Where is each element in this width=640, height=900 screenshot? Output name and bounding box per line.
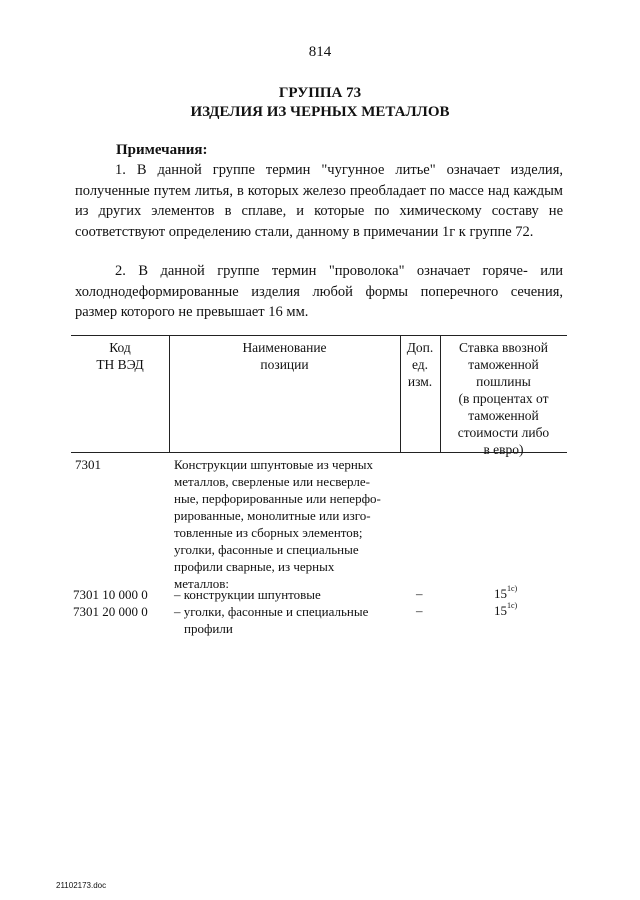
row-1-rate [494,586,517,602]
note-2 [75,261,563,323]
header-rate-line: в евро) [483,442,524,457]
heading-code: 7301 [75,457,101,472]
row-2-code: 7301 20 000 0 [73,604,148,619]
header-unit [400,339,440,390]
row-2-description [174,603,368,637]
header-code [71,339,169,373]
header-rate [440,339,567,458]
header-name [169,339,400,373]
header-name-line: Наименование [242,340,327,355]
row-1-rate-value: 15 [494,586,507,601]
heading-line: товленные из сборных элементов; [174,525,363,540]
header-rate-line: таможенной [468,357,539,372]
group-title-line-2: ИЗДЕЛИЯ ИЗ ЧЕРНЫХ МЕТАЛЛОВ [190,104,450,120]
note-1-text: 1. В данной группе термин "чугунное литье" означает изделия, полученные путем литья, в которых железо преобладает по массе над каждым из других элементов в сплаве, и которые по химическому составу не соответствуют определению стали, данному в примечании 1г к группе 72. [75,162,563,240]
header-unit-line: Доп. [406,340,434,355]
row-1-unit: – [416,586,423,601]
heading-line: металлов: [174,576,229,591]
heading-description [174,456,400,592]
heading-line: ные, перфорированные или неперфо- [174,491,381,506]
row-1-rate-note: 1с) [507,584,518,593]
row-2-line: профили [184,621,233,636]
header-code-line: Код [109,340,131,355]
header-rate-line: стоимости либо [457,425,550,440]
heading-line: профили сварные, из черных [174,559,335,574]
header-unit-line: ед. [411,357,429,372]
table-top-rule [71,335,567,336]
header-rate-line: таможенной [468,408,539,423]
group-title-line-1: ГРУППА 73 [278,85,362,101]
row-1-description: – конструкции шпунтовые [174,587,321,602]
row-2-unit: – [416,603,423,618]
header-rate-line: (в процентах от [458,391,549,406]
header-rate-line: пошлины [476,374,531,389]
header-name-line: позиции [260,357,309,372]
group-title [0,84,640,122]
notes-heading: Примечания: [116,142,208,158]
heading-line: металлов, сверленые или несверле- [174,474,370,489]
header-unit-line: изм. [407,374,433,389]
heading-line: Конструкции шпунтовые из черных [174,457,374,472]
heading-line: уголки, фасонные и специальные [174,542,359,557]
row-2-rate-note: 1с) [507,601,518,610]
header-code-line: ТН ВЭД [96,357,144,372]
row-2-line: – уголки, фасонные и специальные [174,604,369,619]
row-1-code: 7301 10 000 0 [73,587,148,602]
note-2-text: 2. В данной группе термин "проволока" означает горяче- или холоднодеформированные изделия любой формы поперечного сечения, размер которого не превышает 16 мм. [75,263,563,320]
row-2-rate-value: 15 [494,603,507,618]
footer-filename: 21102173.doc [56,881,107,890]
page-number: 814 [308,44,332,60]
note-1 [75,160,563,242]
row-2-rate [494,603,517,619]
header-rate-line: Ставка ввозной [459,340,548,355]
heading-line: рированные, монолитные или изго- [174,508,371,523]
